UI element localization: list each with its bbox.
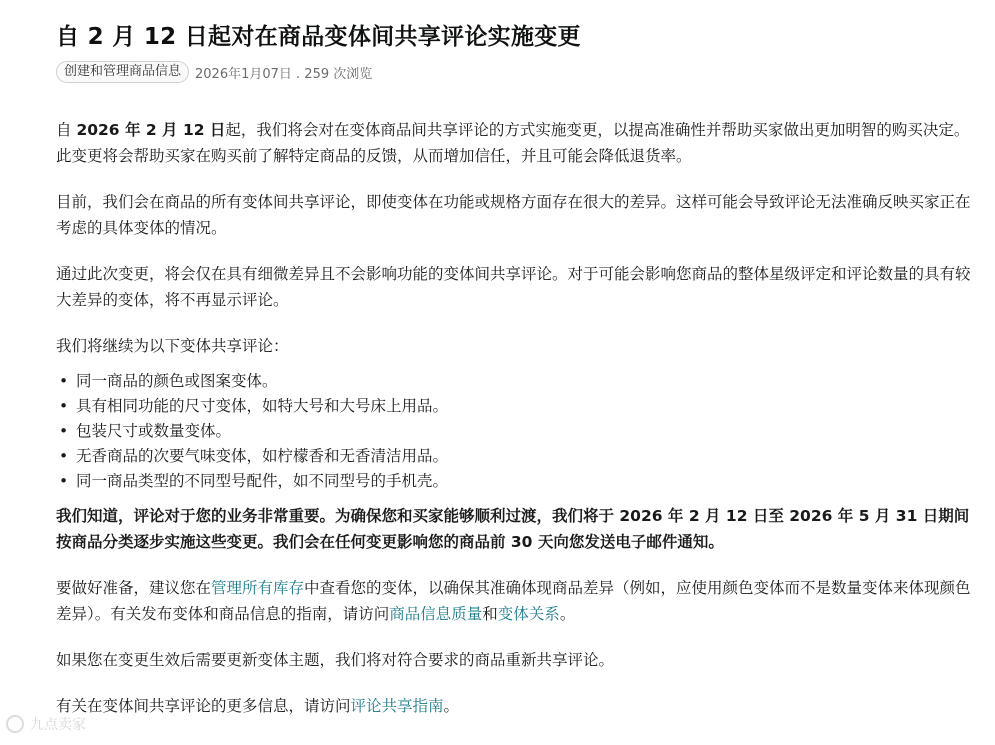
paragraph-current: 目前，我们会在商品的所有变体间共享评论，即使变体在功能或规格方面存在很大的差异。这样可能会导致评论无法准确反映买家正在考虑的具体变体的情况。 xyxy=(56,193,971,237)
list-item: • 同一商品的颜色或图案变体。 xyxy=(76,369,981,394)
paragraph-prepare xyxy=(56,575,981,627)
list-item: • 具有相同功能的尺寸变体，如特大号和大号床上用品。 xyxy=(76,394,981,419)
list-item: • 无香商品的次要气味变体，如柠檬香和无香清洁用品。 xyxy=(76,444,981,469)
paragraph-more-info xyxy=(56,693,981,719)
prepare-middle: 中查看您的变体，以确保其准确体现商品差异（例如，应使用颜色变体而不是数量变体来体现颜色差异）。有关发布变体和商品信息的指南，请访问 xyxy=(56,579,971,623)
paragraph-intro xyxy=(56,117,981,169)
paragraph-change: 通过此次变更，将会仅在具有细微差异且不会影响功能的变体间共享评论。对于可能会影响您商品的整体星级评定和评论数量的具有较大差异的变体，将不再显示评论。 xyxy=(56,265,971,309)
paragraph-update: 如果您在变更生效后需要更新变体主题，我们将对符合要求的商品重新共享评论。 xyxy=(56,651,615,669)
paragraph-list-intro: 我们将继续为以下变体共享评论： xyxy=(56,337,289,355)
paragraph-timeline: 我们知道，评论对于您的业务非常重要。为确保您和买家能够顺利过渡，我们将于 2026 年 2 月 12 日至 2026 年 5 月 31 日期间按商品分类逐步实施这些变更。我们会在任何变更影响您的商品前 30 天向您发送电子邮件通知。 xyxy=(56,507,970,551)
effective-date: 2026 年 2 月 12 日 xyxy=(76,121,226,139)
date-views: 2026年1月07日 . 259 次浏览 xyxy=(195,66,373,82)
prepare-and: 和 xyxy=(482,605,498,623)
more-info-prefix: 有关在变体间共享评论的更多信息，请访问 xyxy=(56,697,351,715)
review-sharing-guide-link[interactable]: 评论共享指南 xyxy=(350,697,444,715)
list-item: • 同一商品类型的不同型号配件，如不同型号的手机壳。 xyxy=(76,469,981,494)
watermark xyxy=(6,714,86,734)
intro-text: 起，我们将会对在变体商品间共享评论的方式实施变更，以提高准确性并帮助买家做出更加明智的购买决定。此变更将会帮助买家在购买前了解特定商品的反馈，从而增加信任，并且可能会降低退货率。 xyxy=(56,121,970,165)
article xyxy=(56,20,981,739)
listing-quality-link[interactable]: 商品信息质量 xyxy=(389,605,483,623)
more-info-suffix: 。 xyxy=(443,697,460,715)
variation-relationship-link[interactable]: 变体关系 xyxy=(497,605,560,623)
article-body xyxy=(56,117,981,719)
watermark-logo-icon xyxy=(6,715,24,733)
prepare-suffix: 。 xyxy=(559,605,576,623)
watermark-text: 九点卖家 xyxy=(30,717,86,733)
prepare-prefix: 要做好准备，建议您在 xyxy=(56,579,212,597)
variant-list xyxy=(56,369,981,494)
category-tag[interactable]: 创建和管理商品信息 xyxy=(56,61,189,83)
intro-prefix: 自 xyxy=(56,121,77,139)
page-title: 自 2 月 12 日起对在商品变体间共享评论实施变更 xyxy=(56,24,581,50)
manage-inventory-link[interactable]: 管理所有库存 xyxy=(211,579,305,597)
article-meta xyxy=(56,61,981,83)
list-item: • 包装尺寸或数量变体。 xyxy=(76,419,981,444)
